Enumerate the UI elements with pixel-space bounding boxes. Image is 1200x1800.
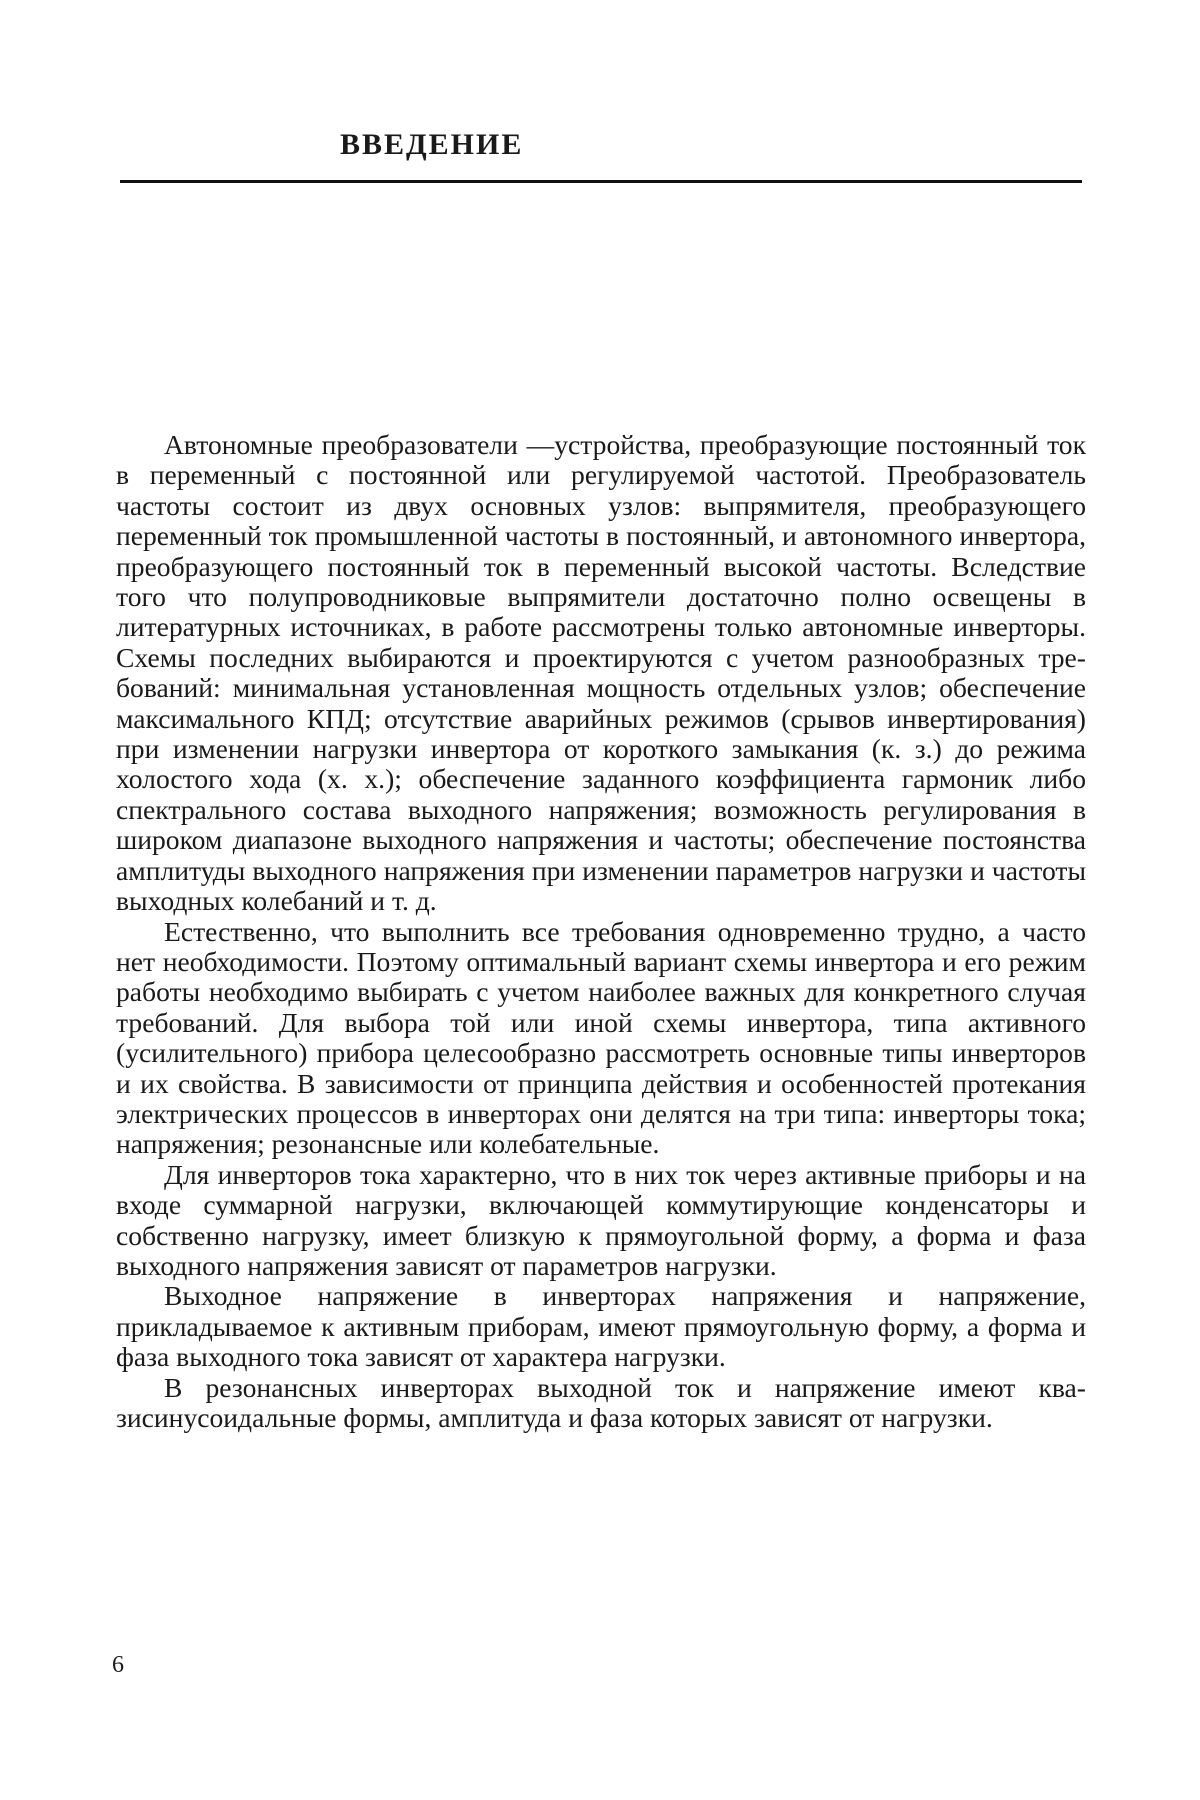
- paragraph: Естественно, что выполнить все требования одновременно трудно, а часто нет необходимости. Поэтому оптимальный вариант схемы инвертора и его режим работы необходимо выбирать с учетом наиболее важных для конкретного случая требований. Для выбора той или иной схемы инвертора, типа активного (усилительного) прибора целесообразно рассмотреть основные типы инверторов и их свойства. В зависимости от принципа действия и особенностей протекания электрических процессов в инверторах они делятся на три типа: инверторы тока; напряжения; резонансные или колебательные.: [116, 915, 1086, 1160]
- body-text: [116, 430, 1086, 1433]
- paragraph: Автономные преобразователи —устройства, преобразующие постоянный ток в переменный с постоянной или регулируемой частотой. Преобразователь частоты состоит из двух основных узлов: выпрямителя, преобразующего переменный ток промышленной частоты в постоянный, и автономного инвертора, преобразующего постоянный ток в переменный высокой частоты. Вследствие того что полупроводниковые выпрямители достаточно полно освещены в литературных источниках, в работе рассмотрены только автономные инверторы. Схемы последних выбираются и проектируются с учетом разнообразных требований: минимальная установленная мощность отдельных узлов; обеспечение максимального КПД; отсутствие аварийных режимов (срывов инвертирования) при изменении нагрузки инвертора от короткого замыкания (к. з.) до режима холостого хода (х. х.); обеспечение заданного коэффициента гармоник либо спектрального состава выходного напряжения; возможность регулирования в широком диапазоне выходного напряжения и частоты; обеспечение постоянства амплитуды выходного напряжения при изменении параметров нагрузки и частоты выходных колебаний и т. д.: [116, 429, 1086, 917]
- paragraph: В резонансных инверторах выходной ток и напряжение имеют квазисинусоидальные формы, амплитуда и фаза которых зависят от нагрузки.: [116, 1371, 1086, 1433]
- paragraph: Выходное напряжение в инверторах напряжения и напряжение, прикладываемое к активным приборам, имеют прямоугольную форму, а форма и фаза выходного тока зависят от характера нагрузки.: [116, 1280, 1086, 1373]
- page-number: 6: [112, 1652, 124, 1678]
- title-divider: [120, 180, 1082, 183]
- paragraph: Для инверторов тока характерно, что в них ток через активные приборы и на входе суммарной нагрузки, включающей коммутирующие конденсаторы и собственно нагрузку, имеет близкую к прямоугольной форму, а форма и фаза выходного напряжения зависят от параметров нагрузки.: [116, 1158, 1086, 1281]
- chapter-title: ВВЕДЕНИЕ: [340, 128, 524, 161]
